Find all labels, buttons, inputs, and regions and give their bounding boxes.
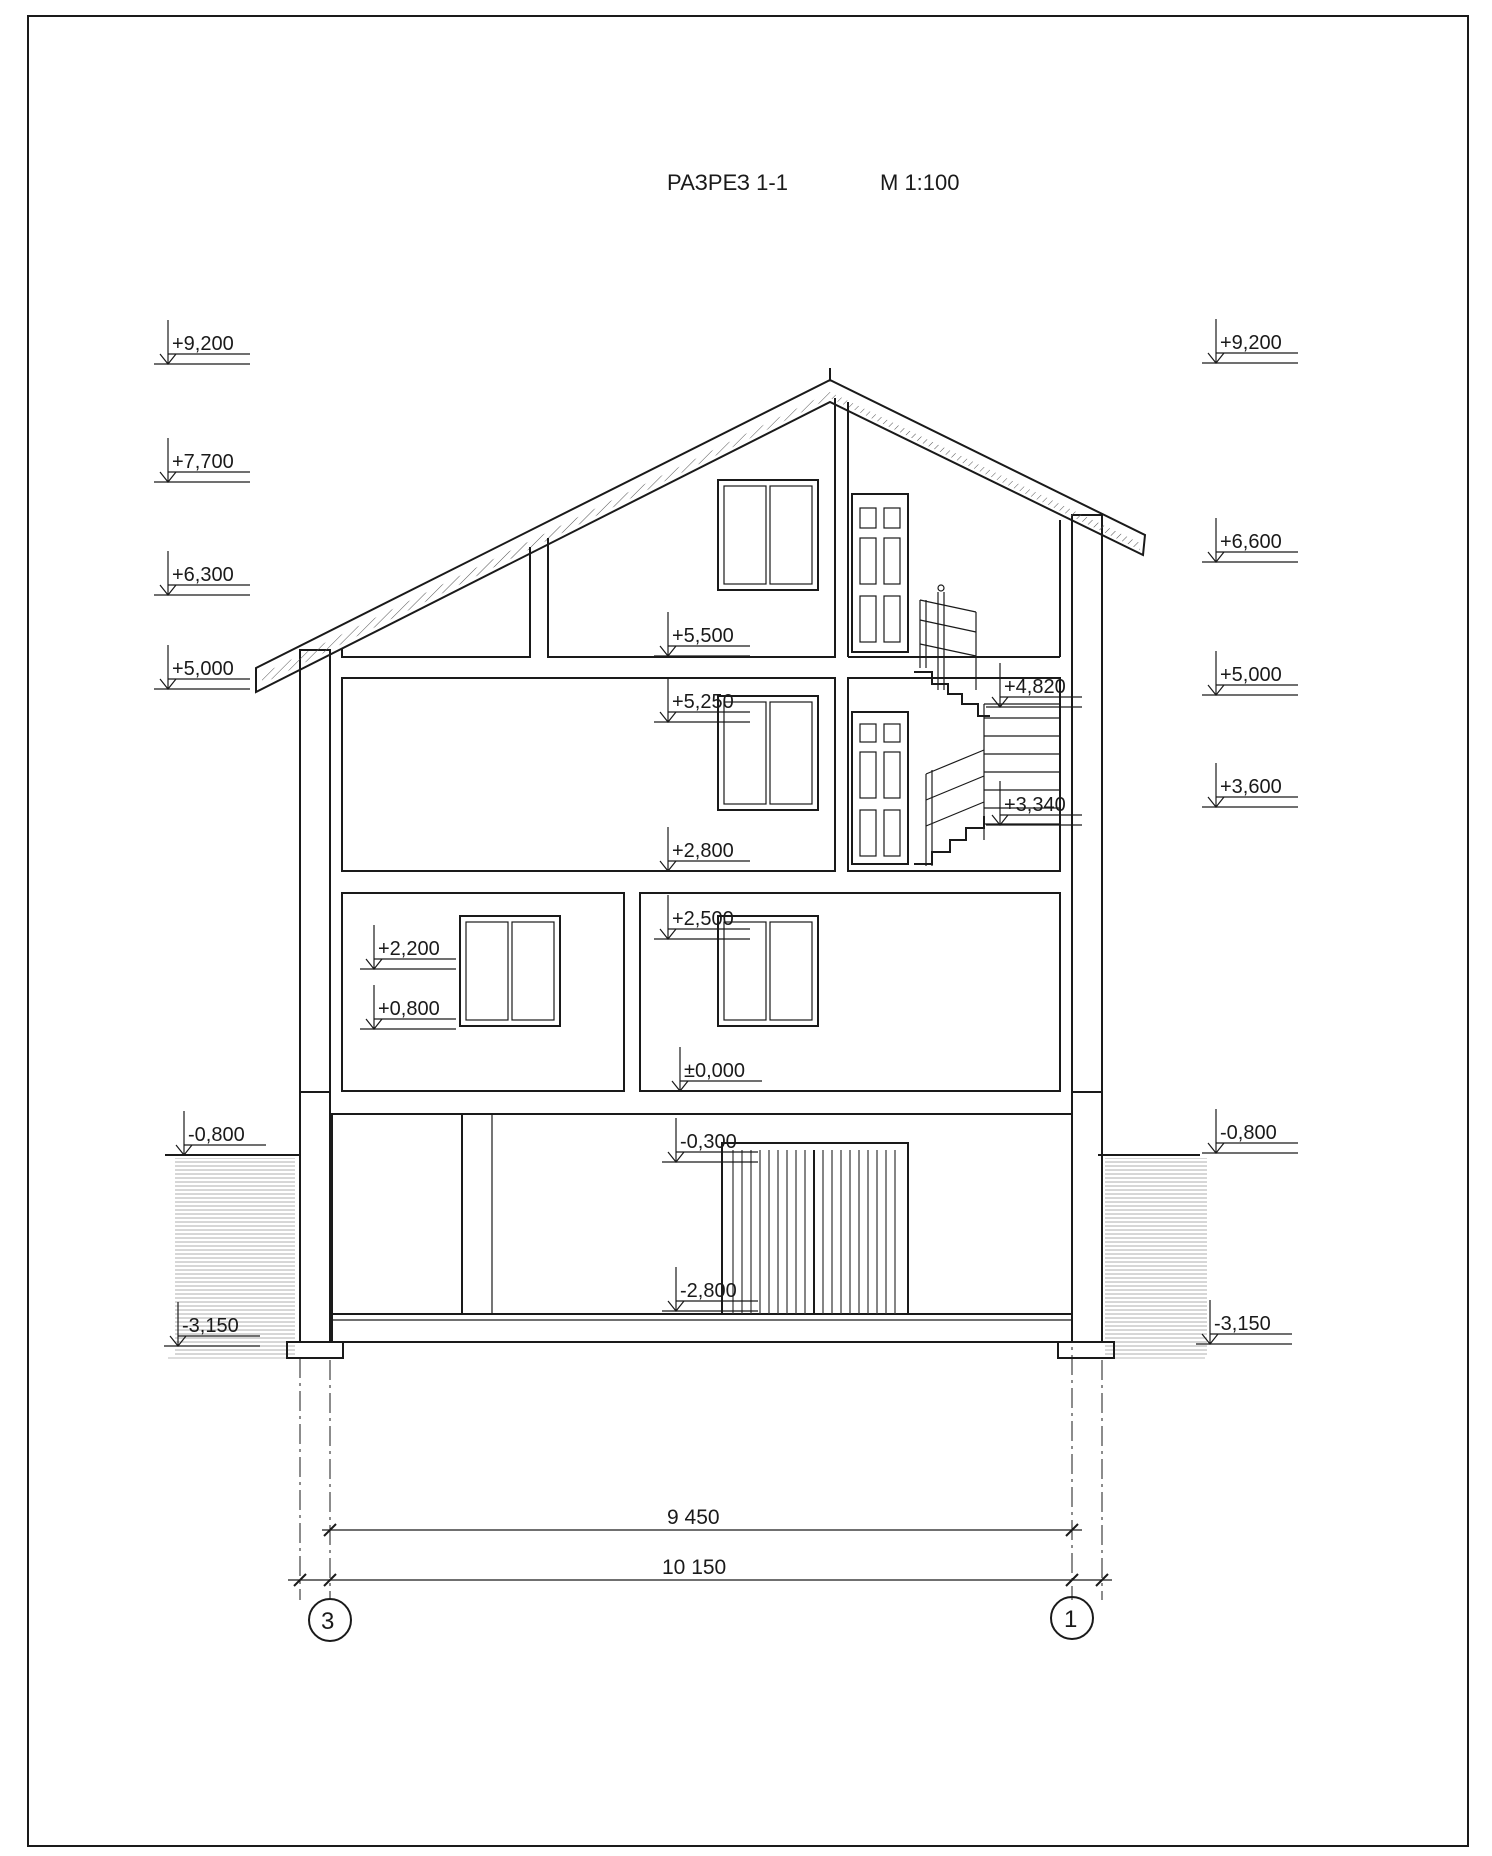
elevation-mark-interior-label: +5,250 [672,691,734,713]
elevation-mark-left-label: -3,150 [182,1315,239,1337]
elevation-mark-interior-label: +5,500 [672,625,734,647]
svg-text:1: 1 [1064,1606,1078,1633]
ground [165,1155,1207,1358]
elevation-mark-interior [654,612,750,656]
elevation-mark-left-label: +5,000 [172,658,234,680]
outer-wall-left [300,650,330,1092]
elevation-mark-left-label: +9,200 [172,333,234,355]
elevation-mark-left [170,1111,266,1155]
basement-wall-right [1072,1092,1102,1342]
elevation-mark-interior-label: +4,820 [1004,676,1066,698]
elevation-mark-left [154,551,250,595]
dimension-inner-label: 9 450 [667,1506,720,1529]
elevation-mark-left-label: +7,700 [172,451,234,473]
elevation-mark-right [1202,1109,1298,1153]
elevation-mark-interior-label: +3,340 [1004,794,1066,816]
elevation-mark-left [154,645,250,689]
elevation-mark-interior-label: +2,500 [672,908,734,930]
elevation-mark-interior-label: +0,800 [378,998,440,1020]
second-floor-room [342,678,835,871]
axis-bubble-1 [1051,1597,1093,1639]
elevation-mark-right [1202,651,1298,695]
elevation-mark-right-label: +9,200 [1220,332,1282,354]
svg-text:3: 3 [321,1608,335,1635]
first-floor-room-left [342,893,624,1091]
basement-floor-slab [332,1314,1072,1342]
elevation-mark-left-label: -0,800 [188,1124,245,1146]
elevation-mark-interior-label: +2,800 [672,840,734,862]
elevation-mark-interior [360,925,456,969]
elevation-mark-left-label: +6,300 [172,564,234,586]
window-first-floor-right [718,916,818,1026]
elevation-mark-right-label: -3,150 [1214,1313,1271,1335]
elevation-mark-right-label: +5,000 [1220,664,1282,686]
elevation-mark-interior [360,985,456,1029]
axis-bubble-3 [309,1598,351,1641]
door-second-floor [852,712,908,864]
elevation-mark-right-label: -0,800 [1220,1122,1277,1144]
section-title: РАЗРЕЗ 1-1 [667,170,788,195]
elevation-mark-interior [666,1047,762,1091]
elevation-mark-right [1202,518,1298,562]
footing-left [287,1342,343,1358]
window-first-floor-left [460,916,560,1026]
elevation-mark-right-label: +3,600 [1220,776,1282,798]
garage-door [722,1143,908,1314]
door-attic [852,494,908,652]
basement-wall-left [300,1092,330,1342]
elevation-mark-right [1202,763,1298,807]
elevation-mark-interior [654,678,750,722]
elevation-mark-interior [654,827,750,871]
dimension-outer-label: 10 150 [662,1556,727,1579]
elevation-mark-right-label: +6,600 [1220,531,1282,553]
staircase [914,585,1060,866]
scale-label: М 1:100 [880,170,960,195]
elevation-mark-left [154,320,250,364]
window-second-floor [718,696,818,810]
elevation-mark-interior-label: +2,200 [378,938,440,960]
elevation-mark-interior-label: -0,300 [680,1131,737,1153]
elevation-mark-interior [986,781,1082,825]
attic-rooms [342,398,1060,657]
outer-wall-right [1072,515,1102,1092]
window-attic [718,480,818,590]
elevation-mark-left [154,438,250,482]
elevation-mark-right [1202,319,1298,363]
elevation-mark-interior-label: -2,800 [680,1280,737,1302]
elevation-mark-interior [986,663,1082,707]
sheet-frame [28,16,1468,1846]
elevation-mark-interior-label: ±0,000 [684,1060,746,1082]
elevation-mark-right [1196,1300,1292,1344]
